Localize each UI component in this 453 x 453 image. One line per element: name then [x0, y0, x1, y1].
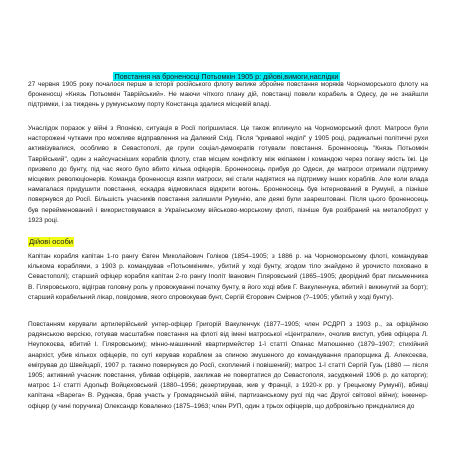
paragraph-leaders: Повстанням керували артилерійський унтер-офіцер Григорій Вакуленчук (1877–1905; член РСДРП з 1903 р., за офіційною радянською версією, готував масштабне повстання на флоті від імені матроської «Централки», очолив виступ, убив офіцера Л. Неупокоєва, вбитий І. Гіляровським); мінно-машинний квартирмейстер 1-ї статті Опанас Матюшенко (1879–1907; стихійний анархіст, убив кількох офіцерів, по суті керував кораблем за спиною змушеного до командування прапорщика Д. Алексеєва, емігрував до Швейцарії, 1907 р. таємно повернувся до Росії, схоплений і повішений); матрос 1-ї статті Сергій Гузь (1880 — після 1905; активний учасник повстання, убивав офіцерів, закликав не повертатися до Севастополя, засуджений 1906 р. до каторги); матрос 1-ї статті Адольф Войцеховський (1880–1956; дезертирував, жив у Франції, з 1920-х рр. у Грецькому Румунії), вбивці капітана «Варега» В. Руднєва, брав участь у Громадянській війні, партизанському русі під час Другої світової війни); інженер-офіцер (у чині поручика) Олександр Коваленко (1875–1963; член РУП, один з трьох офіцерів, що добровільно приєдналися до — [28, 321, 428, 410]
document-title: Повстання на броненосці Потьомкін 1905 р: дійові,вимоги,наслідки — [114, 72, 339, 81]
paragraph-officers: Капітан корабля капітан 1-го рангу Євген Миколайович Голіков (1854–1905; з 1886 р. на Чорноморському флоті, командував кількома кораблями, з 1903 р. командував «Потьомкіним», убитий у ході бунту, згодом тіло знайдено й урочисто поховано в Севастополі); старший офіцер корабля капітан 2-го рангу Іполіт Іванович Гіляровський (1865–1905; дворідний брат письменника В. Гіляровського, відіграв головну роль у провокуванні початку бунту, в його ході вбив Г. Вакуленчука, вбитий і викинутий за борт); старший корабельний лікар, повідомив, якого спровокував бунт, Сергій Єгорович Смірнов (?–1905; убитий у ході бунту). — [28, 253, 428, 301]
paragraph-intro: 27 червня 1905 року почалося перше в історії російського флоту велике збройне повстання моряків Чорноморського флоту на броненосці «Князь Потьомкін Таврійський». Не маючи чіткого плану дій, повстанці повели корабель в Одесу, де не знайшли підтримки, і за тиждень у румунському порту Констанца здалися місцевій владі. — [28, 81, 428, 109]
paragraph-background: Унаслідок поразок у війні з Японією, ситуація в Росії погіршилася. Це також вплинуло на Чорноморський флот. Матроси були насторожені чутками про можливе відправлення на Далекий Схід. Після "кривавої неділі" у 1905 році, радикальні політичні рухи активізувалися, особливо в Севастополі, де групи соціал-демократів готували повстання. Броненосець "Князь Потьомкін Таврійський", один з найсучасніших кораблів флоту, став місцем конфлікту між екіпажем і командою через погану якість їжі. Це призвело до бунту, під час якого було вбито кілька офіцерів. Броненосець прибув до Одеси, де матроси отримали підтримку місцевих революціонерів. Команда броненосця взяли матроси, які стали надіятися на підтримку інших кораблів. Але коли влада намагалася придушити повстання, ескадра відмовилася відкрити вогонь. Броненосець був інтернований в Румунії, а пізніше повернувся до Росії. Більшість учасників повстання залишили Румунію, але деякі були заарештовані. Після цього броненосець був перейменований і використовувався в Українському військово-морському флоті, пізніше був розібраний на металобрухт у 1923 році. — [28, 125, 428, 224]
section-heading-actors: Дійові особи — [29, 237, 74, 246]
